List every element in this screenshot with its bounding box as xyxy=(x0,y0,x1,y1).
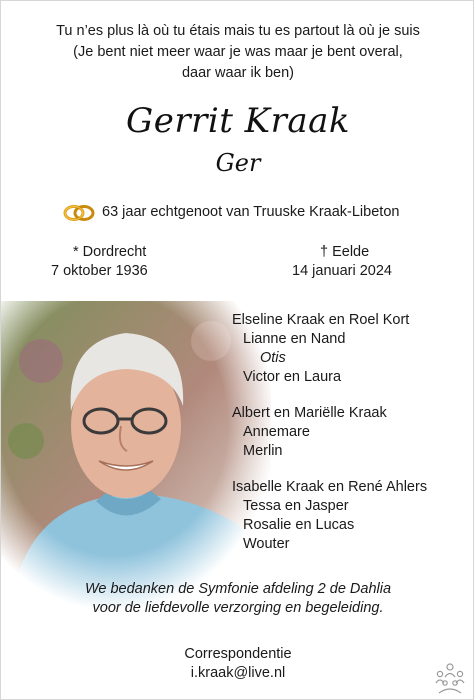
quote-line-1: Tu n’es plus là où tu étais mais tu es partout là où je suis xyxy=(56,23,420,39)
correspondence-email[interactable]: i.kraak@live.nl xyxy=(190,665,286,681)
thanks-line-2: voor de liefdevolle verzorging en begeleiding. xyxy=(92,600,384,616)
family-group-1-child-2: Victor en Laura xyxy=(243,369,342,385)
birth-date: 7 oktober 1936 xyxy=(51,263,148,279)
family-group-1-child-1: Lianne en Nand xyxy=(243,331,346,347)
family-group-1-grandchild-1: Otis xyxy=(260,350,286,366)
family-group-1-parents: Elseline Kraak en Roel Kort xyxy=(232,312,410,328)
family-group-3-child-2: Rosalie en Lucas xyxy=(243,517,355,533)
birth-place: * Dordrecht xyxy=(73,244,147,260)
thanks-line-1: We bedanken de Symfonie afdeling 2 de Dahlia xyxy=(84,581,392,597)
family-group-3-child-3: Wouter xyxy=(243,536,290,552)
marriage-text: 63 jaar echtgenoot van Truuske Kraak-Libeton xyxy=(102,204,400,220)
quote-line-3: daar waar ik ben) xyxy=(181,65,295,81)
deceased-name: Gerrit Kraak xyxy=(126,101,350,141)
family-group-2-parents: Albert en Mariëlle Kraak xyxy=(232,405,387,421)
wedding-rings-icon xyxy=(63,203,95,223)
correspondence-label: Correspondentie xyxy=(184,646,292,662)
family-group-2-child-2: Merlin xyxy=(243,443,283,459)
quote-line-2: (Je bent niet meer waar je was maar je bent overal, xyxy=(73,44,403,60)
portrait-photo xyxy=(1,301,271,611)
family-group-3-parents: Isabelle Kraak en René Ahlers xyxy=(232,479,428,495)
family-group-2-child-1: Annemare xyxy=(243,424,310,440)
family-group-3-child-1: Tessa en Jasper xyxy=(243,498,349,514)
family-logo-icon xyxy=(433,661,467,695)
death-date: 14 januari 2024 xyxy=(292,263,392,279)
death-place: † Eelde xyxy=(320,244,370,260)
deceased-nickname: Ger xyxy=(215,149,261,177)
